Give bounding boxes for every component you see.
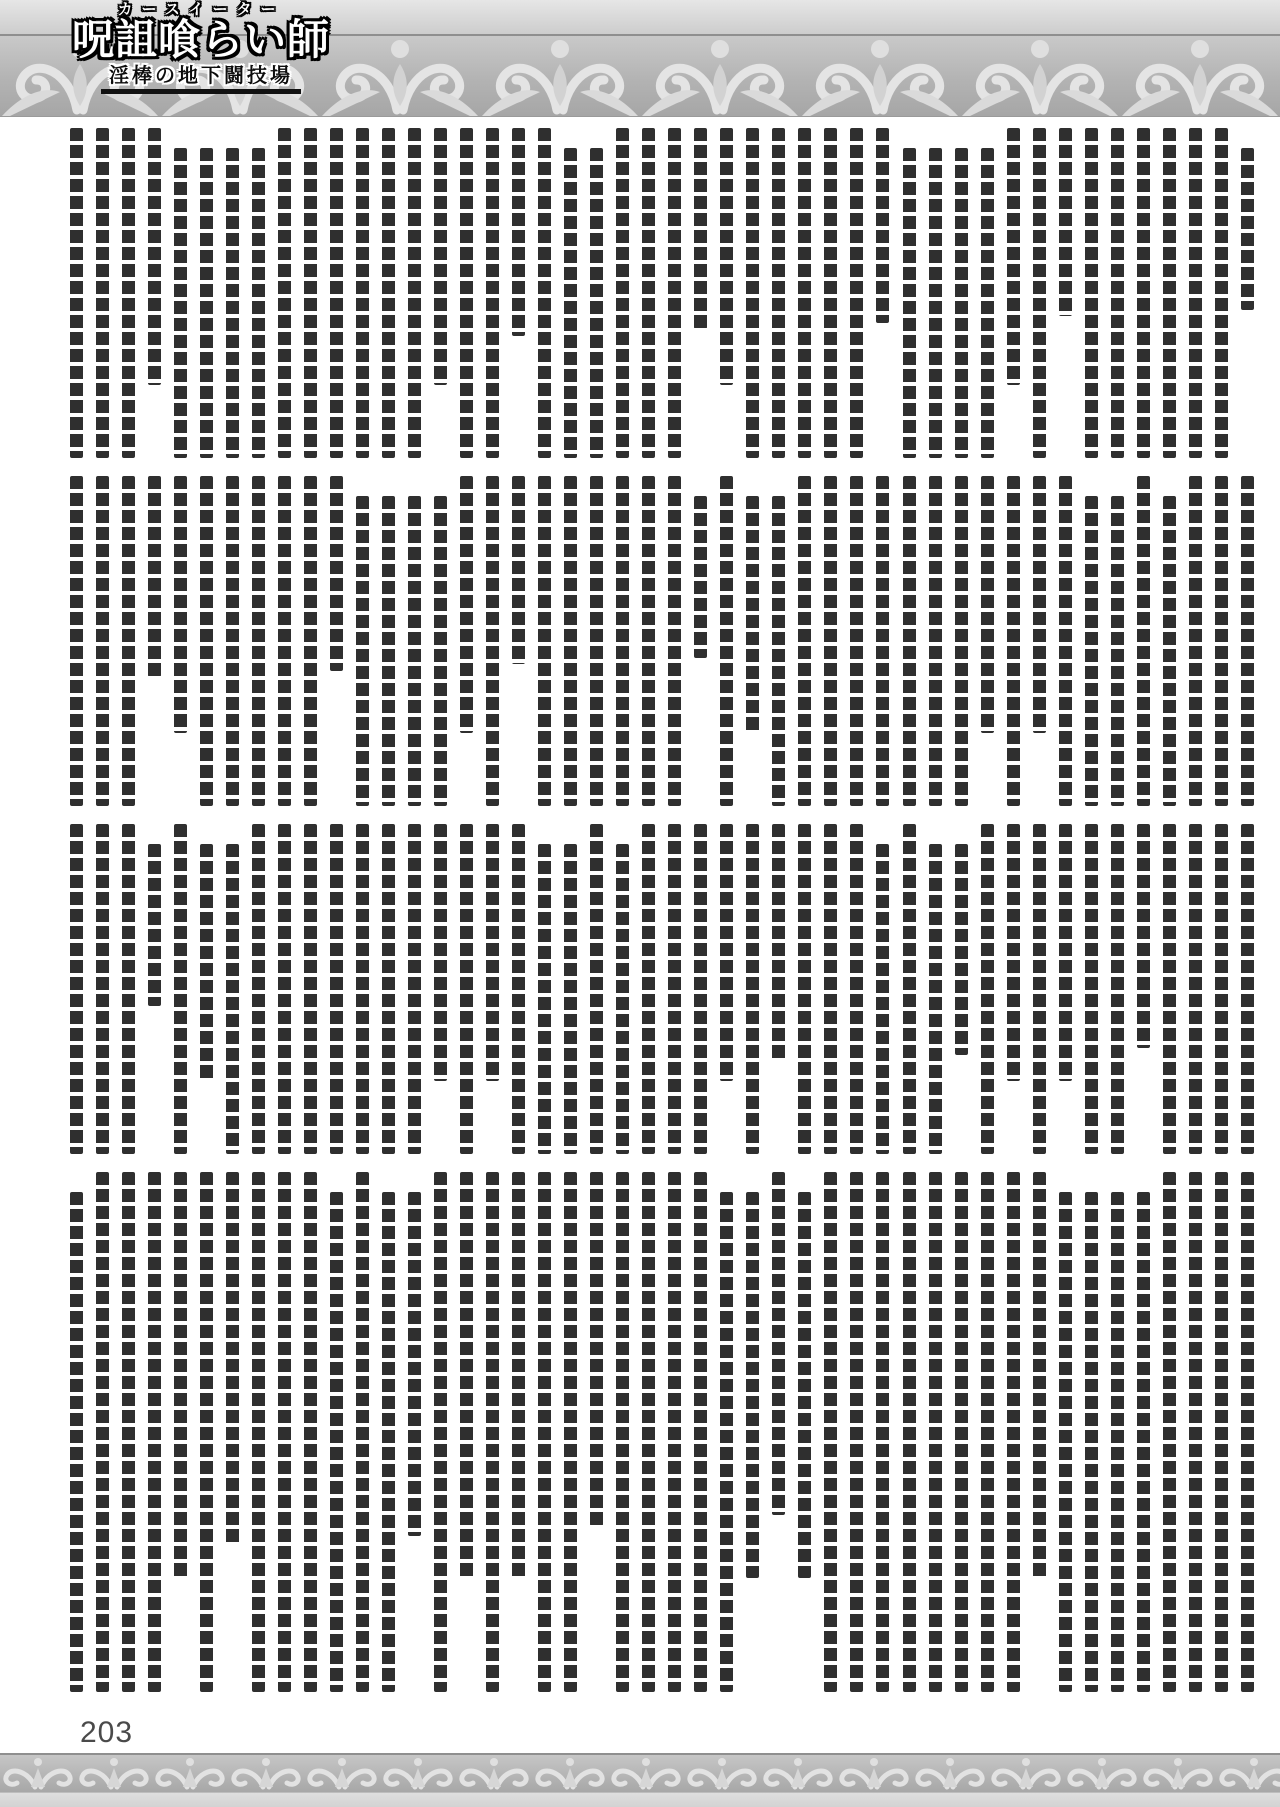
- redacted-text-column: [434, 824, 447, 1081]
- redacted-text-column: [382, 824, 395, 1154]
- redacted-text-column: [772, 824, 785, 1062]
- redacted-text-column: [434, 1172, 447, 1692]
- redacted-text-column: [590, 824, 603, 1154]
- redacted-text-column: [252, 476, 265, 806]
- redacted-text-column: [955, 1172, 968, 1692]
- redacted-text-column: [1059, 476, 1072, 806]
- page-title: 呪詛喰らい師: [71, 17, 330, 64]
- redacted-text-column: [1163, 496, 1176, 806]
- redacted-text-column: [408, 824, 421, 1154]
- redacted-text-column: [824, 1172, 837, 1692]
- text-band: [70, 128, 1254, 458]
- redacted-text-column: [200, 1172, 213, 1692]
- redacted-text-column: [772, 496, 785, 806]
- redacted-text-column: [538, 1172, 551, 1692]
- redacted-text-column: [252, 148, 265, 458]
- redacted-text-column: [1059, 1192, 1072, 1692]
- redacted-text-column: [1007, 476, 1020, 806]
- scroll-ornament-small: [304, 1755, 380, 1791]
- redacted-text-column: [1059, 824, 1072, 1081]
- scroll-ornament-small: [228, 1755, 304, 1791]
- redacted-text-column: [70, 128, 83, 458]
- title-ruby: カースイーター: [117, 1, 285, 18]
- text-band: [70, 476, 1254, 806]
- redacted-text-column: [929, 844, 942, 1154]
- scroll-ornament-small: [380, 1755, 456, 1791]
- redacted-text-column: [1137, 824, 1150, 1048]
- redacted-text-column: [148, 1172, 161, 1692]
- redacted-text-column: [96, 476, 109, 806]
- redacted-text-column: [356, 128, 369, 458]
- redacted-text-column: [408, 1192, 421, 1536]
- redacted-text-column: [876, 128, 889, 323]
- redacted-text-column: [226, 1172, 239, 1546]
- redacted-text-column: [512, 128, 525, 336]
- redacted-text-column: [174, 1172, 187, 1578]
- redacted-text-column: [252, 1172, 265, 1692]
- redacted-text-column: [616, 476, 629, 806]
- redacted-text-column: [955, 844, 968, 1055]
- scroll-ornament-small: [76, 1755, 152, 1791]
- redacted-text-column: [1137, 476, 1150, 806]
- scroll-ornament-small: [456, 1755, 532, 1791]
- redacted-text-column: [903, 148, 916, 458]
- redacted-text-column: [564, 844, 577, 1154]
- redacted-text-column: [564, 476, 577, 806]
- redacted-text-column: [1189, 476, 1202, 806]
- redacted-text-column: [330, 476, 343, 671]
- redacted-text-column: [564, 1172, 577, 1692]
- redacted-text-column: [382, 496, 395, 806]
- redacted-text-column: [642, 128, 655, 458]
- redacted-text-column: [226, 476, 239, 806]
- redacted-text-column: [694, 496, 707, 658]
- redacted-text-column: [824, 128, 837, 458]
- redacted-text-column: [1111, 824, 1124, 1154]
- redacted-text-column: [668, 824, 681, 1154]
- redacted-text-column: [903, 476, 916, 806]
- redacted-text-column: [434, 128, 447, 385]
- redacted-text-column: [200, 148, 213, 458]
- page-number: 203: [80, 1716, 134, 1749]
- redacted-text-column: [304, 824, 317, 1154]
- redacted-text-column: [1241, 148, 1254, 310]
- redacted-text-column: [460, 1172, 473, 1578]
- redacted-text-column: [1215, 1172, 1228, 1692]
- redacted-text-column: [200, 476, 213, 806]
- redacted-text-column: [1059, 128, 1072, 316]
- redacted-text-column: [1007, 824, 1020, 1081]
- redacted-text-column: [929, 148, 942, 458]
- redacted-text-column: [278, 824, 291, 1154]
- redacted-text-column: [1033, 476, 1046, 733]
- redacted-text-column: [356, 824, 369, 1154]
- acanthus-scroll-ornament: [480, 36, 640, 116]
- redacted-text-column: [772, 128, 785, 458]
- redacted-text-column: [1189, 1172, 1202, 1692]
- redacted-text-column: [1241, 476, 1254, 806]
- redacted-text-column: [1241, 824, 1254, 1154]
- redacted-text-column: [981, 824, 994, 1154]
- redacted-text-column: [122, 824, 135, 1154]
- redacted-text-column: [616, 128, 629, 458]
- scroll-ornament-small: [532, 1755, 608, 1791]
- acanthus-scroll-ornament: [800, 36, 960, 116]
- scroll-ornament-small: [608, 1755, 684, 1791]
- redacted-text-column: [798, 476, 811, 806]
- text-body: [70, 128, 1254, 1692]
- redacted-text-column: [226, 148, 239, 458]
- redacted-text-column: [252, 824, 265, 1154]
- redacted-text-column: [460, 824, 473, 1154]
- scroll-ornament-small: [912, 1755, 988, 1791]
- redacted-text-column: [70, 824, 83, 1154]
- redacted-text-column: [96, 128, 109, 458]
- ornament-bottom-cap: [0, 1792, 1280, 1807]
- redacted-text-column: [798, 824, 811, 1154]
- redacted-text-column: [1085, 1192, 1098, 1692]
- redacted-text-column: [876, 844, 889, 1154]
- redacted-text-column: [148, 844, 161, 1006]
- redacted-text-column: [1137, 1192, 1150, 1692]
- redacted-text-column: [1007, 1172, 1020, 1692]
- redacted-text-column: [772, 1172, 785, 1515]
- redacted-text-column: [512, 476, 525, 664]
- text-band: [70, 1172, 1254, 1692]
- redacted-text-column: [746, 824, 759, 1154]
- redacted-text-column: [96, 824, 109, 1154]
- redacted-text-column: [720, 1192, 733, 1692]
- redacted-text-column: [955, 476, 968, 806]
- redacted-text-column: [1085, 128, 1098, 458]
- redacted-text-column: [1111, 496, 1124, 806]
- redacted-text-column: [955, 148, 968, 458]
- redacted-text-column: [1189, 128, 1202, 458]
- redacted-text-column: [564, 148, 577, 458]
- scroll-ornament-small: [1216, 1755, 1280, 1791]
- redacted-text-column: [1189, 824, 1202, 1154]
- title-logo: [48, 2, 354, 94]
- scroll-ornament-small: [152, 1755, 228, 1791]
- title-subtitle: 淫棒の地下闘技場: [101, 65, 301, 94]
- redacted-text-column: [668, 476, 681, 806]
- redacted-text-column: [590, 476, 603, 806]
- redacted-text-column: [1163, 824, 1176, 1154]
- redacted-text-column: [486, 824, 499, 1081]
- redacted-text-column: [981, 148, 994, 458]
- redacted-text-column: [903, 824, 916, 1154]
- redacted-text-column: [148, 128, 161, 385]
- acanthus-scroll-ornament: [640, 36, 800, 116]
- redacted-text-column: [590, 148, 603, 458]
- redacted-text-column: [486, 128, 499, 458]
- redacted-text-column: [876, 476, 889, 806]
- ornament-row-bottom: [0, 1753, 1280, 1792]
- redacted-text-column: [460, 128, 473, 458]
- redacted-text-column: [174, 476, 187, 733]
- redacted-text-column: [798, 128, 811, 458]
- redacted-text-column: [512, 1172, 525, 1578]
- redacted-text-column: [174, 824, 187, 1154]
- redacted-text-column: [1033, 1172, 1046, 1578]
- redacted-text-column: [824, 476, 837, 806]
- redacted-text-column: [929, 476, 942, 806]
- redacted-text-column: [1033, 128, 1046, 458]
- redacted-text-column: [642, 1172, 655, 1692]
- redacted-text-column: [538, 128, 551, 458]
- redacted-text-column: [981, 476, 994, 733]
- redacted-text-column: [850, 824, 863, 1154]
- redacted-text-column: [694, 1172, 707, 1692]
- ornament-bottom-border: [0, 1753, 1280, 1807]
- redacted-text-column: [1241, 1172, 1254, 1692]
- redacted-text-column: [850, 128, 863, 458]
- redacted-text-column: [538, 844, 551, 1154]
- redacted-text-column: [408, 128, 421, 458]
- redacted-text-column: [382, 1192, 395, 1692]
- redacted-text-column: [434, 496, 447, 806]
- redacted-text-column: [1085, 496, 1098, 806]
- redacted-text-column: [1215, 128, 1228, 458]
- redacted-text-column: [330, 128, 343, 458]
- redacted-text-column: [1007, 128, 1020, 385]
- redacted-text-column: [929, 1172, 942, 1692]
- scroll-ornament-small: [760, 1755, 836, 1791]
- scroll-ornament-small: [836, 1755, 912, 1791]
- redacted-text-column: [356, 1172, 369, 1692]
- redacted-text-column: [1137, 128, 1150, 458]
- scroll-ornament-small: [684, 1755, 760, 1791]
- redacted-text-column: [1163, 128, 1176, 458]
- redacted-text-column: [382, 128, 395, 458]
- redacted-text-column: [981, 1172, 994, 1692]
- redacted-text-column: [694, 824, 707, 1154]
- redacted-text-column: [668, 1172, 681, 1692]
- redacted-text-column: [720, 824, 733, 1081]
- scroll-ornament-small: [0, 1755, 76, 1791]
- redacted-text-column: [720, 128, 733, 385]
- redacted-text-column: [122, 1172, 135, 1692]
- redacted-text-column: [850, 1172, 863, 1692]
- redacted-text-column: [70, 476, 83, 806]
- redacted-text-column: [1215, 476, 1228, 806]
- scroll-ornament-small: [1140, 1755, 1216, 1791]
- redacted-text-column: [278, 476, 291, 806]
- redacted-text-column: [850, 476, 863, 806]
- redacted-text-column: [746, 496, 759, 733]
- redacted-text-column: [122, 128, 135, 458]
- redacted-text-column: [304, 1172, 317, 1692]
- redacted-text-column: [694, 128, 707, 329]
- redacted-text-column: [70, 1192, 83, 1692]
- redacted-text-column: [356, 496, 369, 806]
- redacted-text-column: [876, 1172, 889, 1692]
- scroll-ornament-small: [988, 1755, 1064, 1791]
- redacted-text-column: [486, 1172, 499, 1692]
- redacted-text-column: [1111, 1192, 1124, 1692]
- redacted-text-column: [304, 128, 317, 458]
- redacted-text-column: [148, 476, 161, 677]
- redacted-text-column: [720, 476, 733, 806]
- redacted-text-column: [668, 128, 681, 458]
- redacted-text-column: [1111, 128, 1124, 458]
- redacted-text-column: [903, 1172, 916, 1692]
- redacted-text-column: [278, 128, 291, 458]
- redacted-text-column: [590, 1172, 603, 1526]
- redacted-text-column: [538, 476, 551, 806]
- redacted-text-column: [1085, 824, 1098, 1154]
- redacted-text-column: [486, 476, 499, 806]
- redacted-text-column: [824, 824, 837, 1154]
- redacted-text-column: [798, 1192, 811, 1578]
- redacted-text-column: [642, 824, 655, 1154]
- redacted-text-column: [200, 844, 213, 1081]
- redacted-text-column: [226, 844, 239, 1154]
- redacted-text-column: [96, 1172, 109, 1692]
- redacted-text-column: [330, 1192, 343, 1692]
- redacted-text-column: [278, 1172, 291, 1692]
- redacted-text-column: [1033, 824, 1046, 1154]
- redacted-text-column: [1215, 824, 1228, 1154]
- redacted-text-column: [1163, 1172, 1176, 1692]
- redacted-text-column: [408, 496, 421, 806]
- redacted-text-column: [330, 824, 343, 1154]
- redacted-text-column: [460, 476, 473, 733]
- redacted-text-column: [642, 476, 655, 806]
- redacted-text-column: [746, 128, 759, 458]
- redacted-text-column: [746, 1192, 759, 1578]
- redacted-text-column: [512, 824, 525, 1154]
- acanthus-scroll-ornament: [1120, 36, 1280, 116]
- redacted-text-column: [616, 844, 629, 1154]
- redacted-text-column: [616, 1172, 629, 1692]
- acanthus-scroll-ornament: [960, 36, 1120, 116]
- text-band: [70, 824, 1254, 1154]
- scroll-ornament-small: [1064, 1755, 1140, 1791]
- redacted-text-column: [304, 476, 317, 806]
- redacted-text-column: [122, 476, 135, 806]
- redacted-text-column: [174, 148, 187, 458]
